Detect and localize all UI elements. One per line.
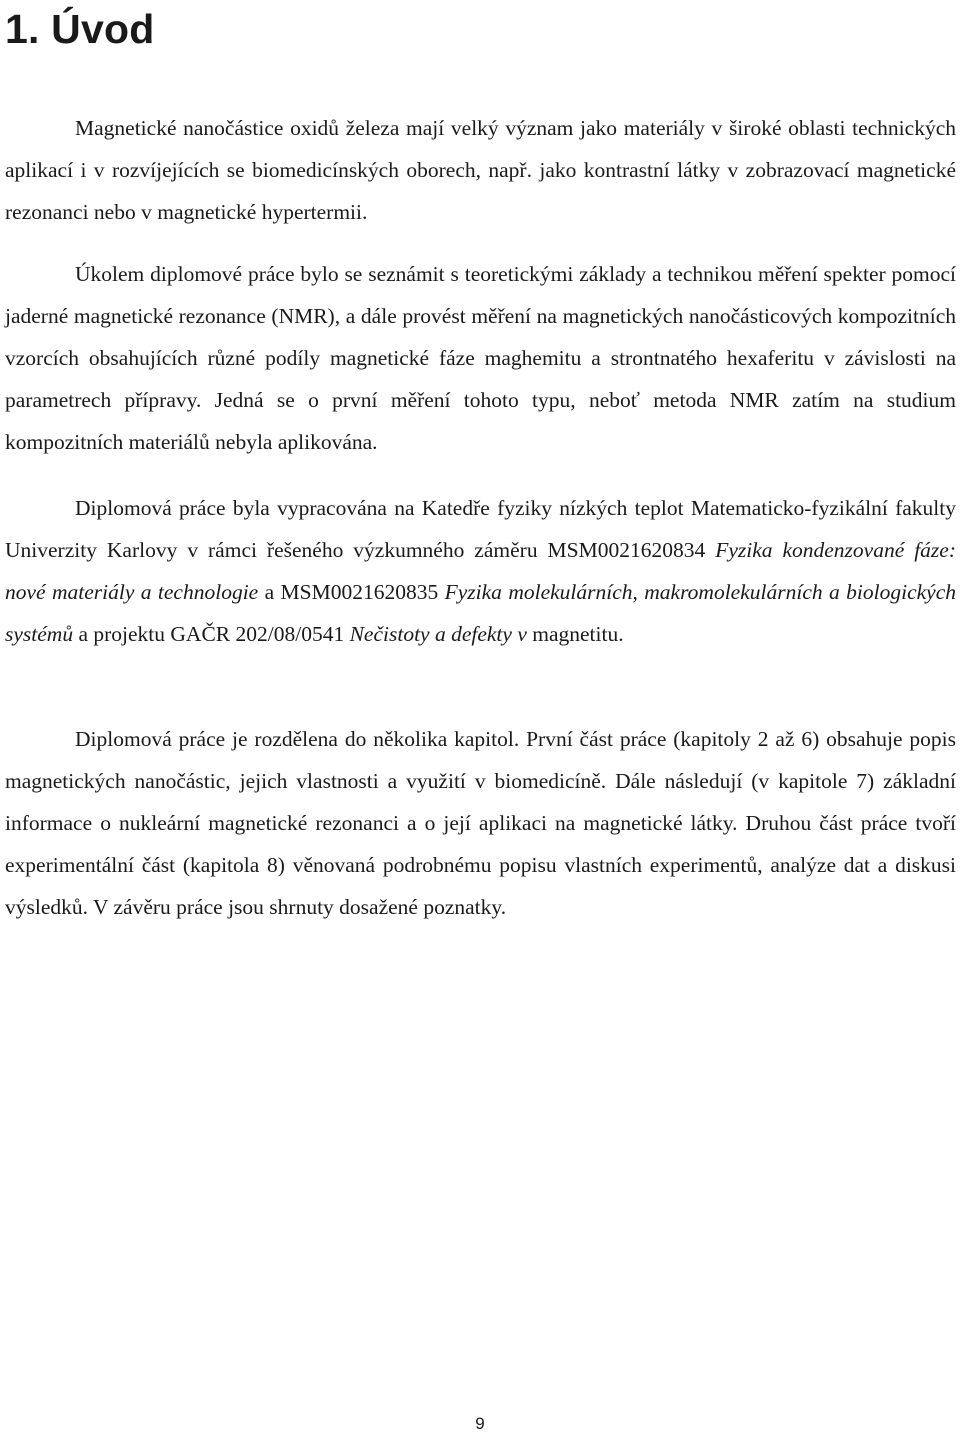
funding-text-2: a MSM0021620835 <box>258 580 445 604</box>
paragraph-funding <box>5 487 956 655</box>
funding-text-1: Diplomová práce byla vypracována na Katedře fyziky nízkých teplot Matematicko-fyzikální fakulty Univerzity Karlovy v rámci řešeného výzkumného záměru MSM0021620834 <box>5 496 956 562</box>
paragraph-thesis-goal: Úkolem diplomové práce bylo se seznámit s teoretickými základy a technikou měření spekter pomocí jaderné magnetické rezonance (NMR), a dále provést měření na magnetických nanočásticových kompozitních vzorcích obsahujících různé podíly magnetické fáze maghemitu a strontnatého hexaferitu v závislosti na parametrech přípravy. Jedná se o první měření tohoto typu, neboť metoda NMR zatím na studium kompozitních materiálů nebyla aplikována. <box>5 262 956 454</box>
paragraph-introduction: Magnetické nanočástice oxidů železa mají velký význam jako materiály v široké oblasti technických aplikací i v rozvíjejících se biomedicínských oborech, např. jako kontrastní látky v zobrazovací magnetické rezonanci nebo v magnetické hypertermii. <box>5 116 956 224</box>
funding-text-3: a projektu GAČR 202/08/0541 <box>73 622 350 646</box>
chapter-title: 1. Úvod <box>5 6 155 52</box>
paragraph-structure: Diplomová práce je rozdělena do několika kapitol. První část práce (kapitoly 2 až 6) obsahuje popis magnetických nanočástic, jejich vlastnosti a využití v biomedicíně. Dále následují (v kapitole 7) základní informace o nukleární magnetické rezonanci a o její aplikaci na magnetické látky. Druhou část práce tvoří experimentální část (kapitola 8) věnovaná podrobnému popisu vlastních experimentů, analýze dat a diskusi výsledků. V závěru práce jsou shrnuty dosažené poznatky. <box>5 727 956 919</box>
project-title-impurities: Nečistoty a defekty v <box>349 622 527 646</box>
page-number: 9 <box>475 1414 485 1433</box>
funding-text-4: magnetitu. <box>526 622 624 646</box>
project-title-condensed-matter: Fyzika kondenzované fáze: nové materiály a technologie <box>5 538 956 604</box>
project-title-molecular-physics: Fyzika molekulárních, makromolekulárních a biologických systémů <box>5 580 956 646</box>
